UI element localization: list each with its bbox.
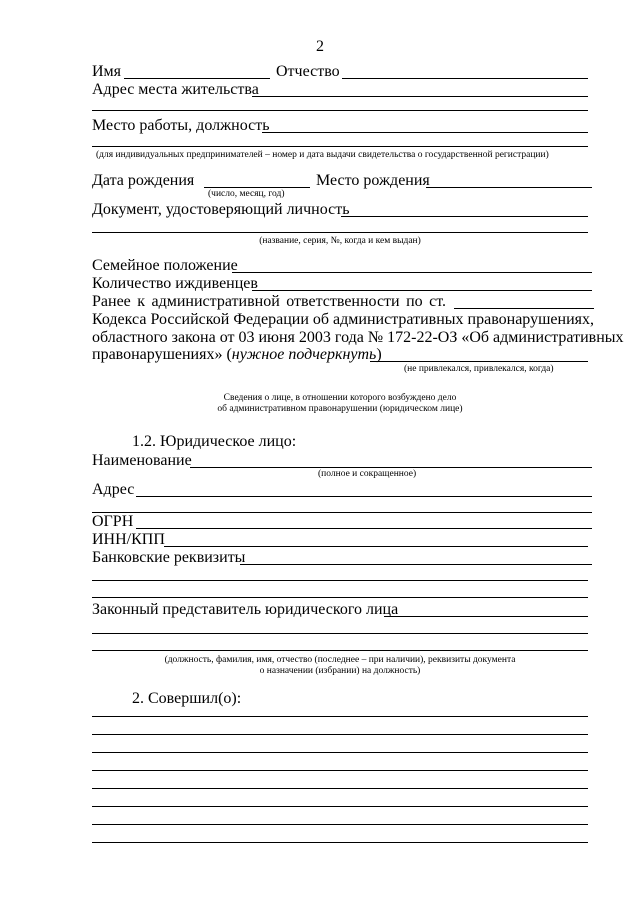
prior-line-4-text: правонарушениях» (	[92, 346, 232, 363]
inn-kpp-label: ИНН/КПП	[92, 531, 165, 548]
patronymic-field[interactable]	[342, 78, 588, 79]
dependents-field[interactable]	[252, 290, 592, 291]
legal-address-field-line-2[interactable]	[92, 512, 592, 513]
birth-date-note: (число, месяц, год)	[208, 189, 285, 199]
legal-representative-field[interactable]	[384, 616, 588, 617]
legal-representative-field-line-2[interactable]	[92, 633, 588, 634]
prior-liability-line-4	[92, 346, 382, 364]
prior-liability-field[interactable]	[370, 361, 588, 362]
prior-liability-line-3: областного закона от 03 июня 2003 года № 172-22-ОЗ «Об административных	[92, 329, 624, 346]
legal-representative-note-1: (должность, фамилия, имя, отчество (последнее – при наличии), реквизиты документа	[164, 655, 516, 665]
legal-name-note: (полное и сокращенное)	[318, 469, 417, 479]
ogrn-label: ОГРН	[92, 513, 134, 530]
prior-liability-line-1: Ранее к административной ответственности по ст.	[92, 293, 446, 310]
section-caption-line-2: об административном правонарушении (юридическом лице)	[217, 404, 463, 414]
page-number: 2	[316, 38, 324, 55]
legal-name-field[interactable]	[190, 467, 592, 468]
prior-line-4-close: )	[376, 346, 382, 363]
committed-field-line-4[interactable]	[92, 770, 588, 771]
marital-status-label: Семейное положение	[92, 257, 238, 274]
committed-field-line-7[interactable]	[92, 824, 588, 825]
legal-name-label: Наименование	[92, 452, 192, 469]
legal-representative-field-line-3[interactable]	[92, 650, 588, 651]
bank-details-label: Банковские реквизиты	[92, 549, 246, 566]
bank-details-field-line-3[interactable]	[92, 597, 588, 598]
birth-place-label: Место рождения	[316, 172, 430, 189]
id-document-field-line-2[interactable]	[92, 232, 588, 233]
committed-field-line-2[interactable]	[92, 734, 588, 735]
prior-liability-line-2: Кодекса Российской Федерации об административных правонарушениях,	[92, 311, 594, 328]
work-note: (для индивидуальных предпринимателей – номер и дата выдачи свидетельства о государственной регистрации)	[96, 150, 549, 160]
section-caption-line-1: Сведения о лице, в отношении которого возбуждено дело	[223, 393, 457, 403]
work-label: Место работы, должность	[92, 117, 270, 134]
work-field[interactable]	[262, 132, 588, 133]
id-document-field[interactable]	[341, 216, 588, 217]
bank-details-field-line-2[interactable]	[92, 580, 588, 581]
first-name-field[interactable]	[124, 78, 270, 79]
committed-field-line-1[interactable]	[92, 716, 588, 717]
dependents-label: Количество иждивенцев	[92, 275, 258, 292]
birth-date-label: Дата рождения	[92, 172, 195, 189]
legal-representative-note-2: о назначении (избрании) на должность)	[259, 666, 421, 676]
committed-heading: 2. Совершил(о):	[132, 690, 242, 707]
address-field[interactable]	[252, 96, 588, 97]
bank-details-field[interactable]	[240, 564, 592, 565]
committed-field-line-5[interactable]	[92, 788, 588, 789]
prior-liability-note: (не привлекался, привлекался, когда)	[404, 364, 554, 374]
marital-status-field[interactable]	[232, 272, 592, 273]
committed-field-line-8[interactable]	[92, 842, 588, 843]
birth-place-field[interactable]	[426, 187, 592, 188]
patronymic-label: Отчество	[276, 63, 340, 80]
birth-date-field[interactable]	[204, 187, 310, 188]
work-field-line-2[interactable]	[92, 146, 588, 147]
address-label: Адрес места жительства	[92, 81, 259, 98]
prior-line-4-italic: нужное подчеркнуть	[231, 346, 377, 363]
legal-entity-heading: 1.2. Юридическое лицо:	[132, 433, 297, 450]
id-document-note: (название, серия, №, когда и кем выдан)	[259, 236, 421, 246]
legal-address-label: Адрес	[92, 481, 135, 498]
legal-representative-label: Законный представитель юридического лица	[92, 601, 399, 618]
first-name-label: Имя	[92, 63, 122, 80]
committed-field-line-6[interactable]	[92, 806, 588, 807]
committed-field-line-3[interactable]	[92, 752, 588, 753]
inn-kpp-field[interactable]	[164, 546, 588, 547]
id-document-label: Документ, удостоверяющий личность	[92, 201, 350, 218]
legal-address-field[interactable]	[136, 496, 592, 497]
ogrn-field[interactable]	[136, 528, 592, 529]
prior-article-field[interactable]	[454, 308, 594, 309]
address-field-line-2[interactable]	[92, 110, 588, 111]
